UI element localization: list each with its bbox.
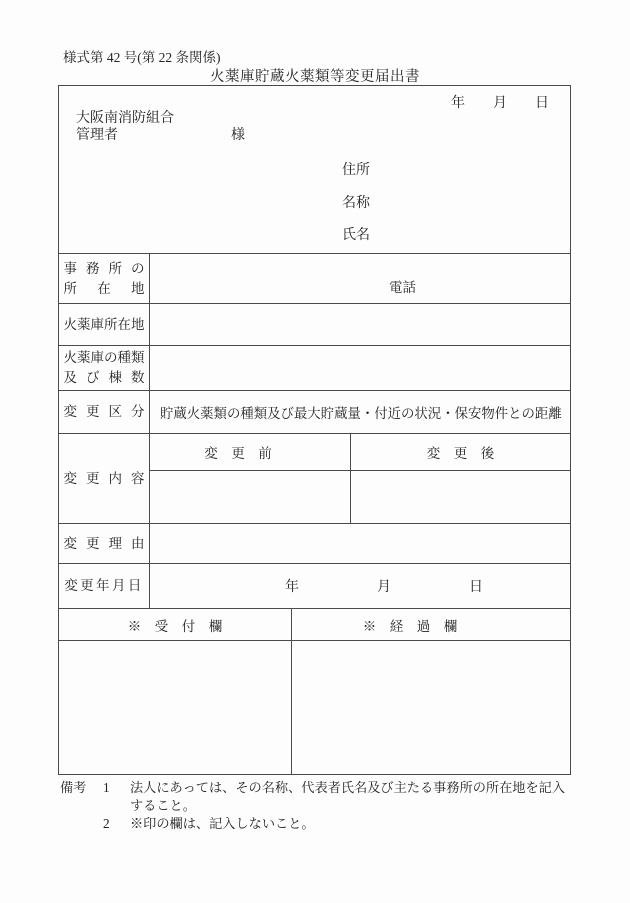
change-details-label-text: 変 更 内 容: [63, 470, 145, 486]
change-category-label-text: 変 更 区 分: [63, 404, 145, 419]
magazine-type-field: [150, 346, 570, 390]
change-date-month-label: 月: [377, 580, 391, 595]
remark-item-1: [60, 779, 575, 797]
applicant-address-label: 住所: [342, 163, 370, 178]
after-change-field: [351, 471, 570, 523]
addressee-honorific: 様: [231, 128, 245, 143]
office-location-label: [59, 254, 150, 303]
magazine-location-label: [59, 304, 150, 345]
form-table: [58, 85, 571, 775]
form-number: 様式第 42 号(第 22 条関係): [63, 50, 221, 65]
row-change-reason: [59, 524, 570, 564]
change-category-value: 貯蔵火薬類の種類及び最大貯蔵量・付近の状況・保安物件との距離: [160, 405, 562, 421]
remark-item-1-cont: [60, 797, 575, 815]
after-change-header-text: 変 更 後: [426, 446, 495, 461]
change-category-field: [150, 391, 570, 433]
remark-indent: [60, 797, 130, 815]
form-title: 火薬庫貯蔵火薬類等変更届出書: [210, 69, 420, 85]
remark-1-text-line1: 法人にあっては、その名称、代表者氏名及び主たる事務所の所在地を記入: [130, 780, 566, 795]
reception-field: [59, 641, 292, 774]
before-change-header-text: 変 更 前: [204, 446, 272, 461]
magazine-location-label-text: 火薬庫所在地: [63, 316, 145, 332]
change-details-label: [59, 434, 150, 523]
applicant-person-label: 氏名: [342, 228, 370, 243]
change-reason-label: [59, 524, 150, 563]
change-date-year-label: 年: [285, 580, 299, 595]
office-location-field: [150, 254, 570, 303]
row-office-use-fields: [59, 641, 570, 774]
remark-2-number: 2: [103, 816, 110, 831]
phone-label: 電話: [389, 280, 416, 295]
remark-1-text-line2: すること。: [130, 798, 196, 813]
row-magazine-location: [59, 304, 570, 346]
remarks-heading: 備考: [60, 780, 87, 795]
header-section: [59, 86, 570, 254]
progress-column-header: [292, 609, 570, 640]
change-date-label: [59, 564, 150, 608]
submission-date-line: 年 月 日: [451, 96, 549, 111]
magazine-location-field: [150, 304, 570, 345]
row-magazine-type: [59, 346, 570, 391]
change-reason-label-text: 変 更 理 由: [63, 535, 145, 551]
progress-field: [292, 641, 570, 774]
magazine-type-label-line2: 及 び 棟 数: [63, 370, 145, 385]
row-change-date: [59, 564, 570, 609]
row-change-details: [59, 434, 570, 524]
remark-2-text: ※印の欄は、記入しないこと。: [130, 816, 315, 831]
office-location-label-line2: 所 在 地: [63, 280, 145, 296]
row-office-location: [59, 254, 570, 304]
remark-1-number: 1: [103, 780, 110, 795]
before-change-field: [150, 471, 350, 523]
office-location-label-line1: 事 務 所 の: [63, 260, 145, 276]
change-date-day-label: 日: [469, 580, 483, 595]
row-change-category: [59, 391, 570, 434]
addressee-role: 管理者: [76, 128, 118, 143]
change-reason-field: [150, 524, 570, 563]
progress-header-text: ※ 経 過 欄: [362, 618, 458, 634]
applicant-name-label: 名称: [342, 196, 370, 211]
magazine-type-label: [59, 346, 150, 390]
before-change-header: [150, 434, 350, 471]
after-change-header: [351, 434, 570, 471]
remark-indent-2: [60, 815, 103, 833]
addressee-organization: 大阪南消防組合: [76, 111, 174, 126]
change-date-field: [150, 564, 570, 608]
after-change-column: [351, 434, 570, 523]
reception-column-header: [59, 609, 292, 640]
reception-header-text: ※ 受 付 欄: [127, 618, 223, 634]
change-details-columns: [150, 434, 570, 523]
change-date-label-text: 変更年月日: [64, 578, 144, 593]
row-office-use-headers: [59, 609, 570, 641]
remarks-section: [60, 779, 575, 833]
remark-item-2: [60, 815, 575, 833]
change-category-label: [59, 391, 150, 433]
before-change-column: [150, 434, 351, 523]
magazine-type-label-line1: 火薬庫の種類: [63, 350, 145, 365]
